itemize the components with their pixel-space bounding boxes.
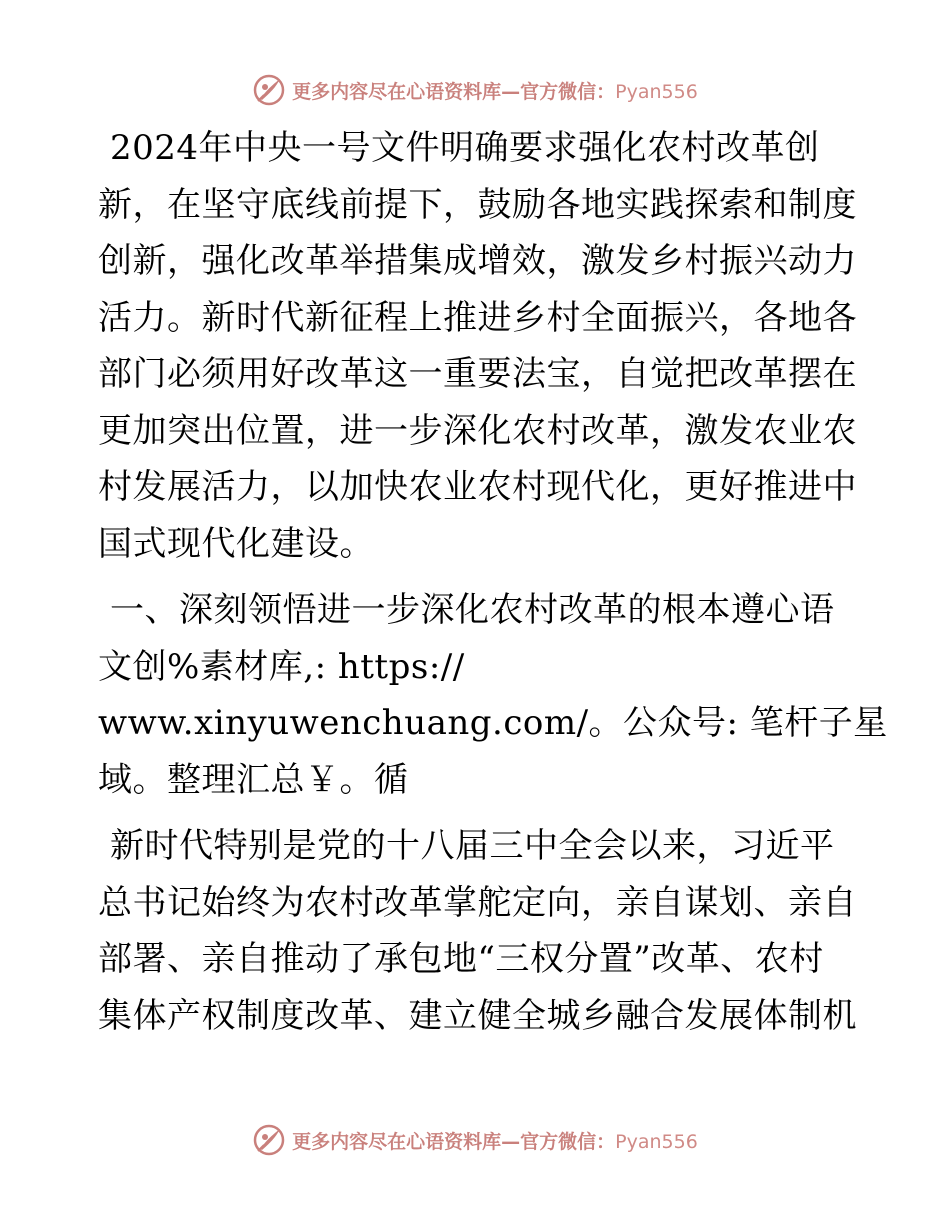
text-line: 部门必须用好改革这一重要法宝，自觉把改革摆在 (98, 354, 857, 394)
quill-logo-icon (252, 1123, 286, 1157)
text-line: 村发展活力，以加快农业农村现代化，更好推进中 (98, 467, 857, 507)
text-line: 域。整理汇总￥。循 (98, 759, 409, 800)
watermark-wechat-id: Pyan556 (615, 80, 698, 103)
text-line: 活力。新时代新征程上推进乡村全面振兴，各地各 (98, 297, 857, 338)
text-line: 更加突出位置，进一步深化农村改革，激发农业农 (98, 410, 857, 451)
text-line: 集体产权制度改革、建立健全城乡融合发展体制机 (98, 995, 857, 1036)
text-line: www.xinyuwenchuang.com/。公众号: 笔杆子星 (98, 703, 888, 743)
text-line: 部署、亲自推动了承包地“三权分置”改革、农村 (98, 939, 824, 979)
text-line: 新时代特别是党的十八届三中全会以来，习近平 (110, 826, 835, 866)
watermark-wechat-id: Pyan556 (615, 1130, 698, 1153)
paragraph-1 (98, 120, 858, 572)
section-heading-1 (98, 582, 888, 808)
text-line: 总书记始终为农村改革掌舵定向，亲自谋划、亲自 (98, 882, 857, 923)
text-line: 2024年中央一号文件明确要求强化农村改革创 (110, 128, 820, 168)
watermark-text: 更多内容尽在心语资料库—官方微信：Pyan556 (292, 1130, 698, 1153)
footer-watermark (0, 1120, 950, 1160)
document-body (98, 120, 888, 1044)
text-line: 一、深刻领悟进一步深化农村改革的根本遵心语 (110, 590, 835, 630)
header-watermark (0, 70, 950, 110)
text-line: 国式现代化建设。 (98, 523, 374, 564)
text-line: 新，在坚守底线前提下，鼓励各地实践探索和制度 (98, 184, 857, 225)
text-line: 创新，强化改革举措集成增效，激发乡村振兴动力 (98, 241, 857, 281)
quill-logo-icon (252, 73, 286, 107)
watermark-text: 更多内容尽在心语资料库—官方微信：Pyan556 (292, 80, 698, 103)
text-line: 文创%素材库,: https:// (98, 646, 465, 687)
paragraph-2 (98, 818, 858, 1044)
